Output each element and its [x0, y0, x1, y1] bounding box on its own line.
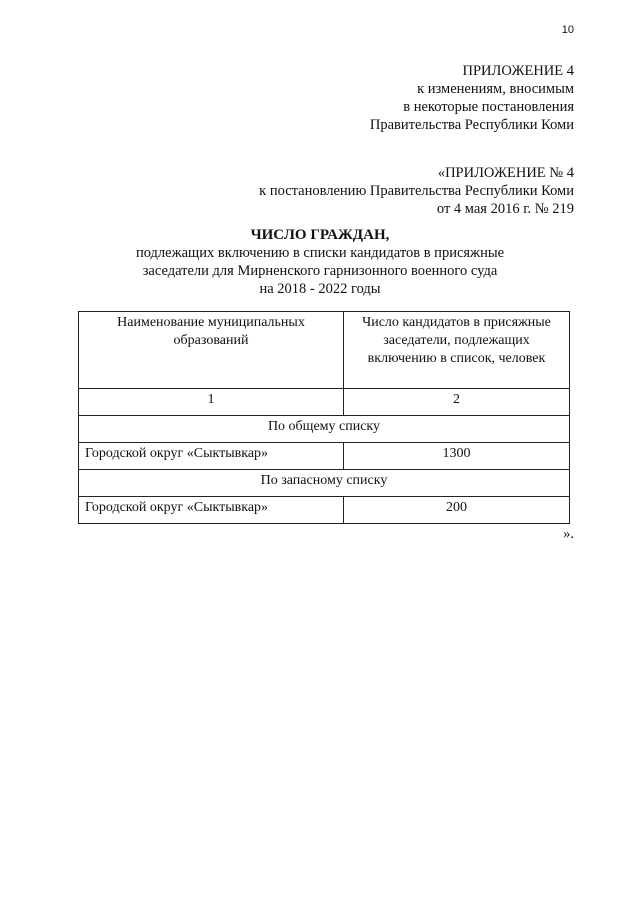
header-candidates-count: Число кандидатов в присяжные заседатели, подлежащих включению в список, человек	[344, 312, 570, 389]
document-title-block	[0, 226, 640, 298]
appendix-header	[370, 62, 574, 134]
table-row	[79, 497, 570, 524]
closing-quote: ».	[563, 526, 574, 542]
page-number: 10	[561, 24, 574, 36]
appendix-line: к изменениям, вносимым	[417, 81, 574, 97]
appendix-line: в некоторые постановления	[403, 99, 574, 115]
table-section-row	[79, 470, 570, 497]
appendix-ref-line: к постановлению Правительства Республики Коми	[259, 183, 574, 199]
candidates-table	[78, 311, 570, 524]
appendix-ref-title: «ПРИЛОЖЕНИЕ № 4	[437, 165, 574, 181]
column-number: 1	[79, 389, 344, 416]
header-municipality: Наименование муниципальных образований	[79, 312, 344, 389]
title-line: подлежащих включению в списки кандидатов в присяжные	[135, 245, 505, 261]
candidates-count: 1300	[344, 443, 570, 470]
title-line: на 2018 - 2022 годы	[259, 281, 381, 297]
municipality-name: Городской округ «Сыктывкар»	[79, 497, 344, 524]
municipality-name: Городской округ «Сыктывкар»	[79, 443, 344, 470]
column-number: 2	[344, 389, 570, 416]
table-section-row	[79, 416, 570, 443]
document-title: ЧИСЛО ГРАЖДАН,	[250, 227, 390, 243]
table-row	[79, 443, 570, 470]
appendix-line: Правительства Республики Коми	[369, 117, 574, 133]
table-header-row	[79, 312, 570, 389]
appendix-title: ПРИЛОЖЕНИЕ 4	[462, 63, 574, 79]
appendix-reference	[259, 164, 574, 218]
table-numbering-row	[79, 389, 570, 416]
section-general-list: По общему списку	[79, 416, 570, 443]
appendix-ref-date: от 4 мая 2016 г. № 219	[436, 201, 574, 217]
title-line: заседатели для Мирненского гарнизонного военного суда	[142, 263, 498, 279]
section-reserve-list: По запасному списку	[79, 470, 570, 497]
candidates-count: 200	[344, 497, 570, 524]
